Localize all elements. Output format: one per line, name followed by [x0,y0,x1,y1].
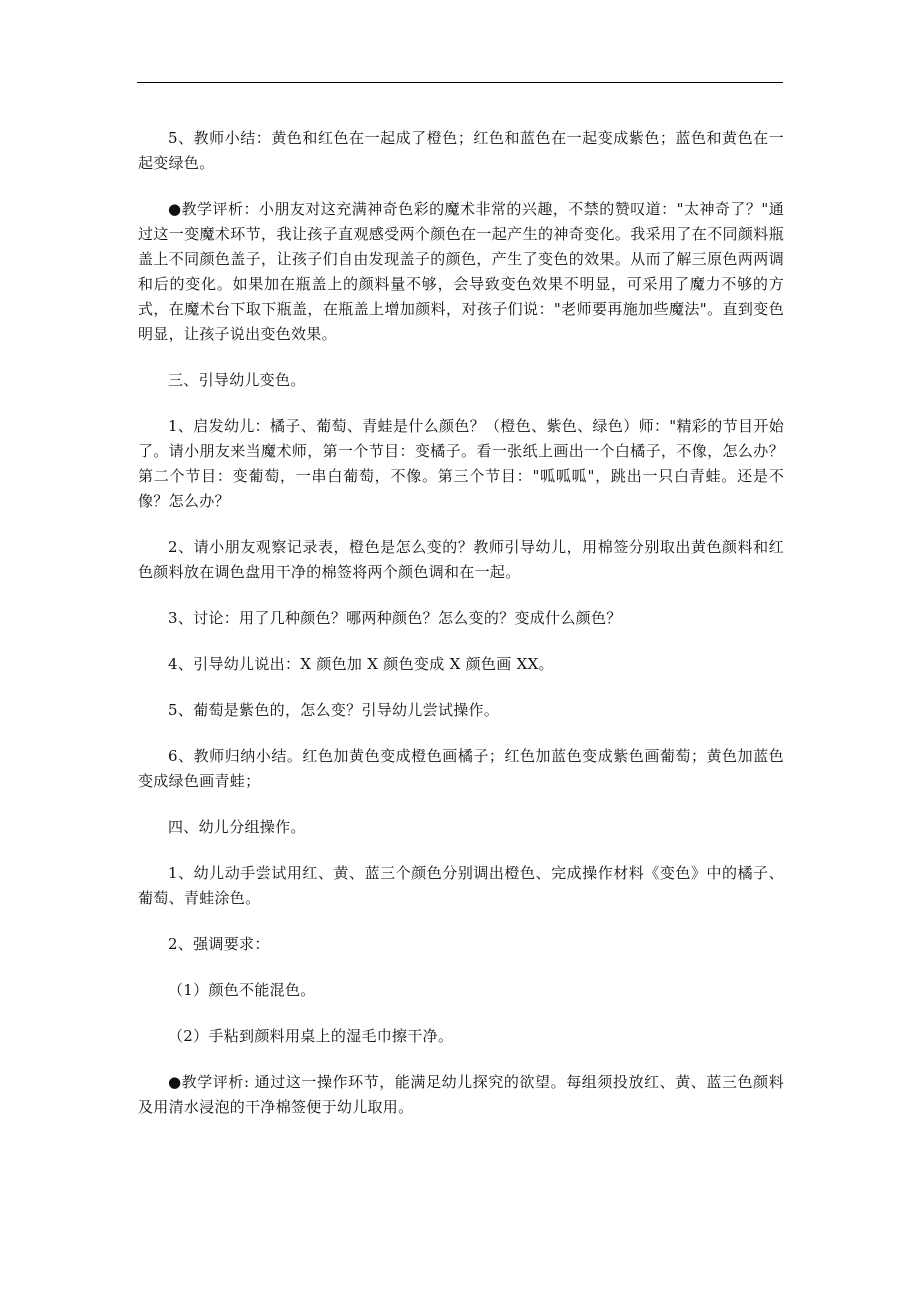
paragraph-step-5: 5、葡萄是紫色的，怎么变？引导幼儿尝试操作。 [168,701,500,719]
paragraph-step-1: 1、启发幼儿：橘子、葡萄、青蛙是什么颜色？（橙色、紫色、绿色）师："精彩的节目开始了。请小朋友来当魔术师，第一个节目：变橘子。看一张纸上画出一个白橘子，不像，怎么办？第二个节目：变葡萄，一串白葡萄，不像。第三个节目："呱呱呱"，跳出一只白青蛙。还是不像？怎么办？ [138,417,784,510]
section-heading-4: 四、幼儿分组操作。 [168,818,306,836]
section-heading-3: 三、引导幼儿变色。 [168,371,306,389]
paragraph-group-1: 1、幼儿动手尝试用红、黄、蓝三个颜色分别调出橙色、完成操作材料《变色》中的橘子、葡萄、青蛙涂色。 [138,864,784,907]
paragraph-summary: 5、教师小结：黄色和红色在一起成了橙色；红色和蓝色在一起变成紫色；蓝色和黄色在一起变绿色。 [138,129,784,172]
paragraph-step-2: 2、请小朋友观察记录表，橙色是怎么变的？教师引导幼儿，用棉签分别取出黄色颜料和红色颜料放在调色盘用干净的棉签将两个颜色调和在一起。 [138,538,784,581]
paragraph-requirement-1: （1）颜色不能混色。 [168,981,316,999]
document-body [138,126,784,1120]
paragraph-step-6: 6、教师归纳小结。红色加黄色变成橙色画橘子；红色加蓝色变成紫色画葡萄；黄色加蓝色变成绿色画青蛙； [138,747,784,790]
paragraph-requirement-2: （2）手粘到颜料用桌上的湿毛巾擦干净。 [168,1027,454,1045]
header-rule [137,82,783,83]
paragraph-group-2: 2、强调要求： [168,935,270,953]
paragraph-step-4: 4、引导幼儿说出：X 颜色加 X 颜色变成 X 颜色画 XX。 [168,655,554,673]
paragraph-evaluation-1: ●教学评析：小朋友对这充满神奇色彩的魔术非常的兴趣，不禁的赞叹道："太神奇了？"通过这一变魔术环节，我让孩子直观感受两个颜色在一起产生的神奇变化。我采用了在不同颜料瓶盖上不同颜色盖子，让孩子们自由发现盖子的颜色，产生了变色的效果。从而了解三原色两两调和后的变化。如果加在瓶盖上的颜料量不够，会导致变色效果不明显，可采用了魔力不够的方式，在魔术台下取下瓶盖，在瓶盖上增加颜料，对孩子们说："老师要再施加些魔法"。直到变色明显，让孩子说出变色效果。 [138,200,784,343]
paragraph-step-3: 3、讨论：用了几种颜色？哪两种颜色？怎么变的？变成什么颜色？ [168,609,622,627]
paragraph-evaluation-2: ●教学评析: 通过这一操作环节，能满足幼儿探究的欲望。每组须投放红、黄、蓝三色颜料及用清水浸泡的干净棉签便于幼儿取用。 [138,1073,784,1116]
